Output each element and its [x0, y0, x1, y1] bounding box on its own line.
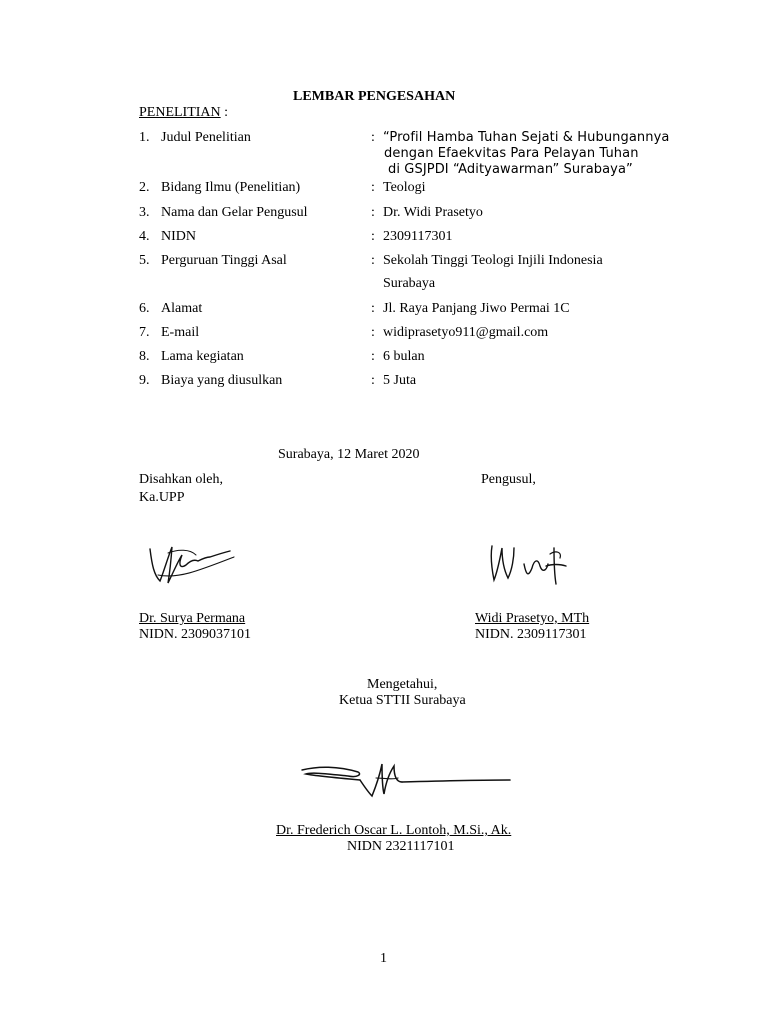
row-label: Bidang Ilmu (Penelitian): [161, 180, 301, 195]
row-label: Nama dan Gelar Pengusul: [161, 205, 308, 220]
row-number: 6.: [139, 301, 150, 316]
row-value-line: Teologi: [383, 180, 426, 195]
signature-left: [138, 535, 238, 595]
row-number: 5.: [139, 253, 150, 268]
bottom-signer-name: Dr. Frederich Oscar L. Lontoh, M.Si., Ak.: [276, 823, 512, 838]
section-label-text: PENELITIAN: [139, 105, 221, 120]
row-value-line: 6 bulan: [383, 349, 425, 364]
row-label: Perguruan Tinggi Asal: [161, 253, 287, 268]
row-value-line: Sekolah Tinggi Teologi Injili Indonesia: [383, 253, 603, 268]
left-signer-heading: Disahkan oleh,: [139, 472, 223, 487]
row-value-line: di GSJPDI “Adityawarman” Surabaya”: [388, 162, 633, 177]
field-row-lama: [0, 348, 768, 365]
row-number: 8.: [139, 349, 150, 364]
row-label: E-mail: [161, 325, 200, 340]
row-value-line: 5 Juta: [383, 373, 417, 388]
row-colon: :: [371, 325, 375, 340]
row-colon: :: [371, 180, 375, 195]
row-value-line: “Profil Hamba Tuhan Sejati & Hubungannya: [383, 130, 670, 145]
left-signer-nidn: NIDN. 2309037101: [139, 627, 251, 642]
row-value-line: widiprasetyo911@gmail.com: [383, 325, 549, 340]
row-value-line: Surabaya: [383, 276, 436, 291]
row-colon: :: [371, 229, 375, 244]
field-row-nidn: [0, 228, 768, 245]
page-number: 1: [380, 951, 387, 966]
field-row-email: [0, 324, 768, 341]
row-label: Lama kegiatan: [161, 349, 244, 364]
bottom-signer-heading: Mengetahui,: [367, 677, 438, 692]
signature-right: [484, 540, 574, 590]
row-number: 2.: [139, 180, 150, 195]
row-value-line: 2309117301: [383, 229, 453, 244]
row-colon: :: [371, 205, 375, 220]
right-signer-name: Widi Prasetyo, MTh: [475, 611, 590, 626]
row-colon: :: [371, 301, 375, 316]
row-value-line: Jl. Raya Panjang Jiwo Permai 1C: [383, 301, 570, 316]
row-colon: :: [371, 253, 375, 268]
row-label: NIDN: [161, 229, 196, 244]
field-row-judul: [0, 129, 768, 180]
row-number: 9.: [139, 373, 150, 388]
field-row-nama: [0, 204, 768, 221]
signature-bottom: [298, 758, 518, 808]
row-label: Biaya yang diusulkan: [161, 373, 283, 388]
left-signer-role: Ka.UPP: [139, 490, 185, 505]
row-colon: :: [371, 130, 375, 145]
row-number: 1.: [139, 130, 150, 145]
left-signer-name: Dr. Surya Permana: [139, 611, 246, 626]
section-label-suffix: :: [220, 105, 229, 120]
row-number: 3.: [139, 205, 150, 220]
right-signer-nidn: NIDN. 2309117301: [475, 627, 587, 642]
right-signer-heading: Pengusul,: [481, 472, 536, 487]
row-number: 7.: [139, 325, 150, 340]
field-row-perguruan: [0, 252, 768, 292]
field-row-bidang: [0, 179, 768, 196]
row-colon: :: [371, 349, 375, 364]
row-value-line: dengan Efaekvitas Para Pelayan Tuhan: [384, 146, 639, 161]
field-row-biaya: [0, 372, 768, 389]
row-number: 4.: [139, 229, 150, 244]
row-value-line: Dr. Widi Prasetyo: [383, 205, 483, 220]
document-title: LEMBAR PENGESAHAN: [293, 89, 456, 104]
bottom-signer-nidn: NIDN 2321117101: [347, 839, 455, 854]
row-label: Judul Penelitian: [161, 130, 251, 145]
field-row-alamat: [0, 300, 768, 317]
place-date: Surabaya, 12 Maret 2020: [278, 447, 420, 462]
section-label: [139, 104, 228, 121]
row-colon: :: [371, 373, 375, 388]
row-label: Alamat: [161, 301, 203, 316]
bottom-signer-role: Ketua STTII Surabaya: [339, 693, 466, 708]
